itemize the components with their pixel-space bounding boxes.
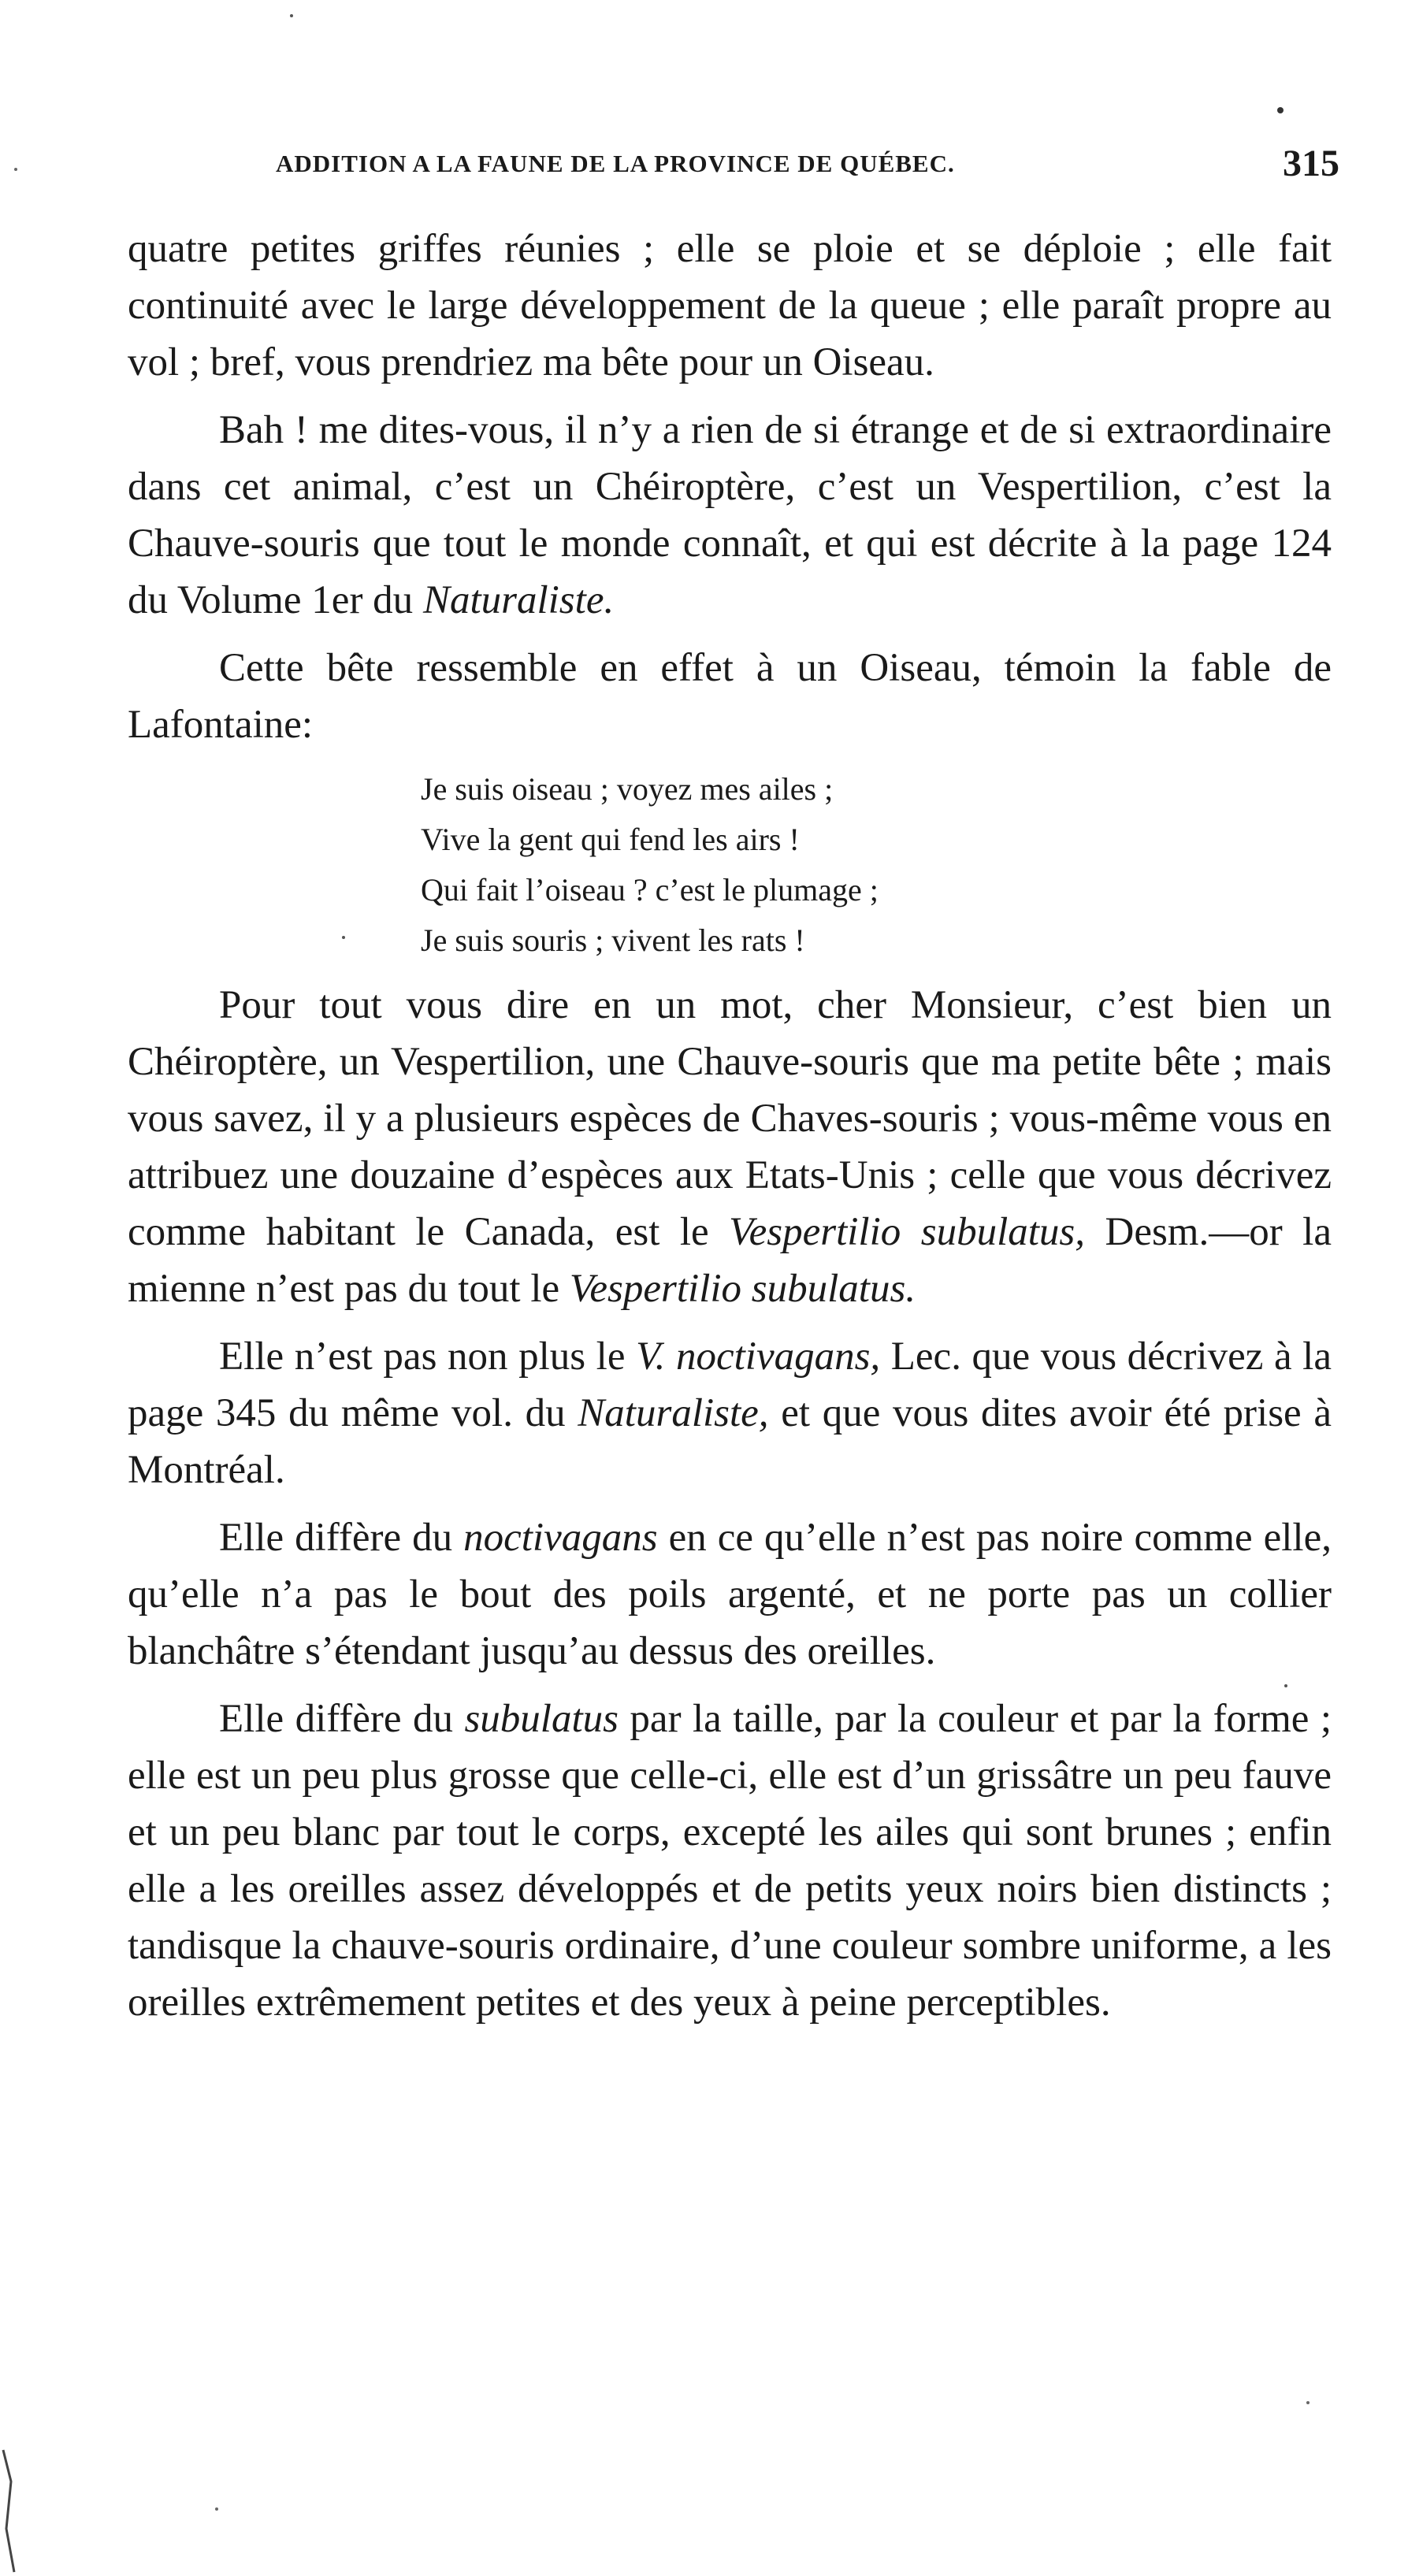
paragraph-6-text-a: Elle diffère du <box>219 1516 464 1560</box>
poem-line: Je suis souris ; vivent les rats ! <box>421 922 805 958</box>
speck <box>14 168 17 171</box>
page-number: 315 <box>1283 143 1339 184</box>
paragraph-2 <box>128 402 1332 629</box>
speck <box>290 14 293 17</box>
speck <box>1277 107 1284 113</box>
body-text <box>128 221 1332 2031</box>
paragraph-4-italic-2: Vespertilio subulatus. <box>569 1267 916 1311</box>
speck <box>1306 2401 1310 2404</box>
paragraph-5-italic-2: Naturaliste, <box>578 1391 769 1435</box>
speck <box>215 2507 218 2511</box>
paragraph-1 <box>128 221 1332 391</box>
paragraph-4-text-a: Pour tout vous dire en un mot, cher Monsieur, c’est bien un Chéiroptère, un Vespertilion, une Chauve-souris que ma petite bête ; mais vous savez, il y a plusieurs espèces de Chaves-souris ; vous-même vous en attribuez une douzaine d’espèces aux Etats-Unis ; celle que vous décrivez comme habitant le Canada, est le <box>128 983 1332 1254</box>
running-title: ADDITION A LA FAUNE DE LA PROVINCE DE QUÉBEC. <box>276 150 955 177</box>
paragraph-4 <box>128 977 1332 1317</box>
paragraph-5-text-a: Elle n’est pas non plus le <box>219 1334 637 1379</box>
paragraph-7-text-b: par la taille, par la couleur et par la forme ; elle est un peu plus grosse que celle-ci, elle est d’un grissâtre un peu fauve et un peu blanc par tout le corps, excepté les ailes qui sont brunes ; enfin elle a les oreilles assez développés et de petits yeux noirs bien distincts ; tandisque la chauve-souris ordinaire, d’une couleur sombre uniforme, a les oreilles extrêmement petites et des yeux à peine perceptibles. <box>128 1697 1332 2025</box>
paragraph-6-italic-1: noctivagans <box>463 1516 658 1560</box>
paragraph-6 <box>128 1509 1332 1680</box>
poem-line: Je suis oiseau ; voyez mes ailes ; <box>421 771 834 807</box>
paragraph-4-text-b: Desm.—or la mienne n’est pas du tout le <box>128 1210 1332 1311</box>
paragraph-2-text: Bah ! me dites-vous, il n’y a rien de si étrange et de si extraordinaire dans cet animal, c’est un Chéiroptère, c’est un Vespertilion, c’est la Chauve-souris que tout le monde connaît, et qui est décrite à la page 124 du Volume 1er du <box>128 408 1332 622</box>
paragraph-5-text-c: et que vous dites avoir été prise à Montréal. <box>128 1391 1332 1492</box>
paragraph-1-text: quatre petites griffes réunies ; elle se ploie et se déploie ; elle fait continuité avec le large développement de la queue ; elle paraît propre au vol ; bref, vous prendriez ma bête pour un Oiseau. <box>128 227 1332 384</box>
paragraph-7-italic-1: subulatus <box>464 1697 619 1741</box>
paragraph-7 <box>128 1691 1332 2031</box>
paragraph-3 <box>128 640 1332 753</box>
paragraph-4-italic-1: Vespertilio subulatus, <box>729 1210 1086 1254</box>
paragraph-7-text-a: Elle diffère du <box>219 1697 465 1741</box>
paragraph-3-text: Cette bête ressemble en effet à un Oiseau, témoin la fable de Lafontaine: <box>128 646 1332 747</box>
fable-quote <box>421 764 1332 966</box>
paragraph-6-text-b: en ce qu’elle n’est pas noire comme elle, qu’elle n’a pas le bout des poils argenté, et ne porte pas un collier blanchâtre s’étendant jusqu’au dessus des oreilles. <box>128 1516 1332 1673</box>
poem-line: Qui fait l’oiseau ? c’est le plumage ; <box>421 872 879 908</box>
paragraph-2-italic: Naturaliste. <box>422 578 615 622</box>
edge-mark <box>3 2450 14 2572</box>
poem-line: Vive la gent qui fend les airs ! <box>421 822 800 857</box>
paragraph-5-italic-1: V. noctivagans, <box>636 1334 881 1379</box>
running-header <box>276 143 1339 197</box>
paragraph-5 <box>128 1328 1332 1498</box>
paragraph-5-text-b: Lec. que vous décrivez à la page 345 du même vol. du <box>128 1334 1332 1435</box>
